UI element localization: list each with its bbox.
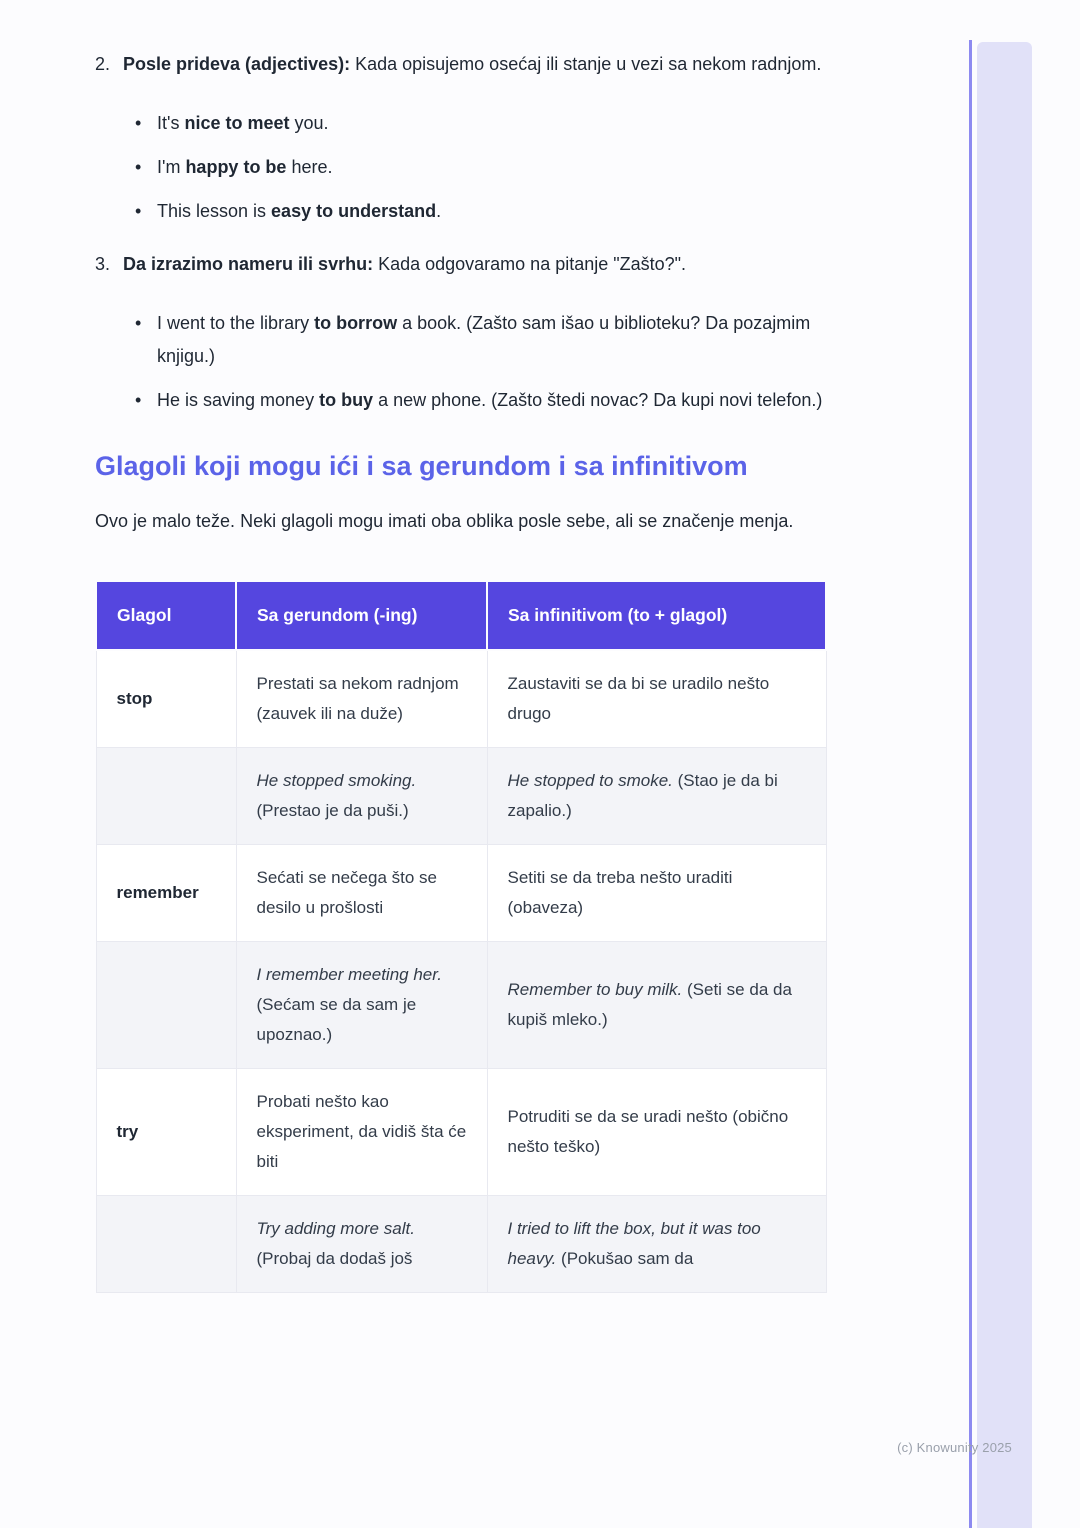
infinitive-cell: I tried to lift the box, but it was too heavy. (Pokušao sam da <box>487 1196 826 1293</box>
list-item <box>135 151 825 184</box>
bullet-text: He is saving money to buy a new phone. (Zašto štedi novac? Da kupi novi telefon.) <box>157 390 823 410</box>
list-item-text: Posle prideva (adjectives): Kada opisujemo osećaj ili stanje u vezi sa nekom radnjom. <box>123 54 822 74</box>
section-heading: Glagoli koji mogu ići i sa gerundom i sa infinitivom <box>95 451 748 481</box>
list-number: 2. <box>95 54 111 74</box>
bullet-text: I'm happy to be here. <box>157 157 333 177</box>
gerund-cell: Sećati se nečega što se desilo u prošlosti <box>236 845 487 942</box>
page-edge-line <box>969 40 972 1528</box>
scrollbar-track[interactable] <box>977 42 1032 1528</box>
section-intro: Ovo je malo teže. Neki glagoli mogu imati oba oblika posle sebe, ali se značenje menja. <box>95 511 794 531</box>
bullet-icon: • <box>135 390 142 410</box>
bullet-icon: • <box>135 113 142 133</box>
list-item <box>135 107 825 140</box>
infinitive-cell: He stopped to smoke. (Stao je da bi zapalio.) <box>487 748 826 845</box>
verb-cell: try <box>96 1069 236 1196</box>
verb-cell <box>96 748 236 845</box>
list-item-3 <box>95 248 825 281</box>
bullet-text: It's nice to meet you. <box>157 113 329 133</box>
col-header-infinitive: Sa infinitivom (to + glagol) <box>487 581 826 650</box>
table-row <box>96 650 826 748</box>
list-item-text: Da izrazimo nameru ili svrhu: Kada odgovaramo na pitanje "Zašto?". <box>123 254 687 274</box>
infinitive-cell: Zaustaviti se da bi se uradilo nešto drugo <box>487 650 826 748</box>
table-header-row <box>96 581 826 650</box>
list-number: 3. <box>95 254 111 274</box>
gerund-cell: Probati nešto kao eksperiment, da vidiš šta će biti <box>236 1069 487 1196</box>
gerund-cell: I remember meeting her. (Sećam se da sam je upoznao.) <box>236 942 487 1069</box>
bullet-text: I went to the library to borrow a book. (Zašto sam išao u biblioteku? Da pozajmim knjigu.) <box>157 313 811 366</box>
list-item <box>135 307 825 373</box>
list-item-2 <box>95 48 825 81</box>
bullet-list-adjectives <box>135 107 825 228</box>
table-row <box>96 1069 826 1196</box>
col-header-gerund: Sa gerundom (-ing) <box>236 581 487 650</box>
infinitive-cell: Remember to buy milk. (Seti se da da kupiš mleko.) <box>487 942 826 1069</box>
infinitive-cell: Potruditi se da se uradi nešto (obično nešto teško) <box>487 1069 826 1196</box>
table-row <box>96 1196 826 1293</box>
verb-cell: stop <box>96 650 236 748</box>
verb-cell <box>96 1196 236 1293</box>
verb-cell <box>96 942 236 1069</box>
bullet-icon: • <box>135 201 142 221</box>
bullet-icon: • <box>135 157 142 177</box>
bullet-text: This lesson is easy to understand. <box>157 201 442 221</box>
bullet-list-purpose <box>135 307 825 417</box>
table-row <box>96 942 826 1069</box>
gerund-cell: Prestati sa nekom radnjom (zauvek ili na duže) <box>236 650 487 748</box>
table-row <box>96 748 826 845</box>
copyright-note: (c) Knowunity 2025 <box>897 1440 1012 1455</box>
document-content <box>95 48 825 1293</box>
verbs-table <box>95 580 827 1293</box>
gerund-cell: Try adding more salt. (Probaj da dodaš još <box>236 1196 487 1293</box>
list-item <box>135 384 825 417</box>
list-item <box>135 195 825 228</box>
col-header-glagol: Glagol <box>96 581 236 650</box>
infinitive-cell: Setiti se da treba nešto uraditi (obaveza) <box>487 845 826 942</box>
table-row <box>96 845 826 942</box>
bullet-icon: • <box>135 313 142 333</box>
verb-cell: remember <box>96 845 236 942</box>
gerund-cell: He stopped smoking. (Prestao je da puši.) <box>236 748 487 845</box>
